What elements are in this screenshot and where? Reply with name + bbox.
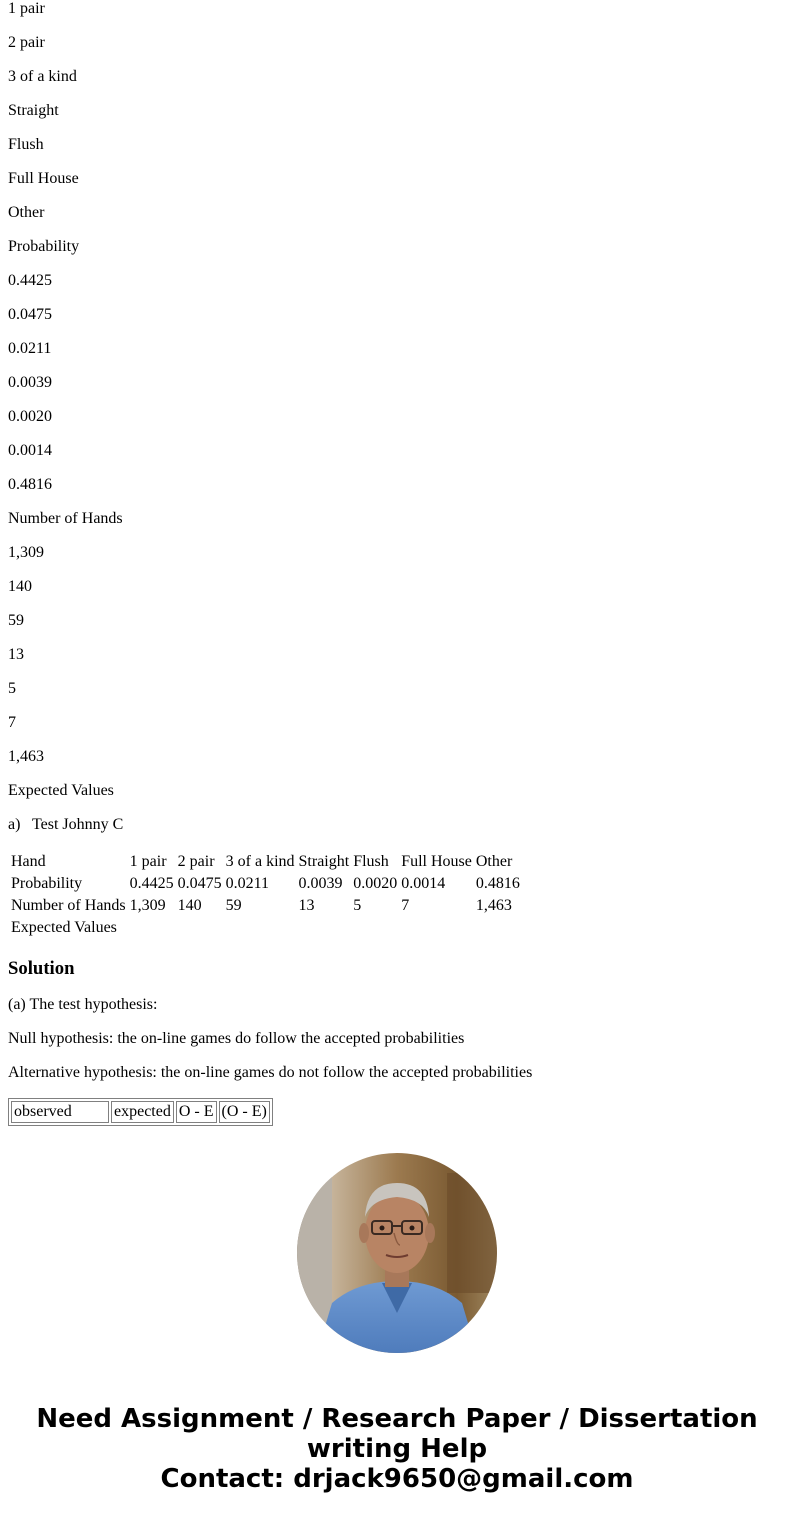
- number-item: 7: [8, 714, 16, 731]
- table-cell: Other: [475, 853, 513, 870]
- table-cell: [225, 918, 296, 938]
- table-cell: 2 pair: [177, 853, 215, 870]
- table-cell: 0.4816: [475, 875, 520, 892]
- table-cell: 13: [298, 897, 315, 914]
- table-row: [10, 918, 521, 938]
- table-cell: 7: [401, 897, 410, 914]
- table-cell: 140: [177, 897, 202, 914]
- table-cell: 0.0039: [298, 875, 343, 892]
- table-cell: [475, 918, 521, 938]
- table-cell: Flush: [353, 853, 389, 870]
- numbers-list: [8, 544, 786, 766]
- table-cell: [298, 918, 351, 938]
- table-cell: 1,309: [129, 897, 166, 914]
- table-cell: 1,463: [475, 897, 512, 914]
- promo-banner: [0, 1404, 794, 1494]
- table-cell: 5: [353, 897, 362, 914]
- question-text: Test Johnny C: [32, 816, 124, 833]
- table-row: [10, 852, 521, 872]
- probabilities-list: [8, 272, 786, 494]
- table-cell: [129, 918, 175, 938]
- table-row-header: Hand: [11, 853, 46, 870]
- probability-item: 0.0475: [8, 306, 52, 323]
- table-row-header: Probability: [11, 875, 83, 892]
- table-cell: Full House: [401, 853, 472, 870]
- table-cell: 0.0020: [353, 875, 398, 892]
- frequency-table: [8, 850, 523, 940]
- banner-line: writing Help: [306, 1434, 488, 1464]
- alternative-hypothesis: Alternative hypothesis: the on-line games do not follow the accepted probabilities: [8, 1064, 533, 1081]
- table-header-cell: observed: [11, 1101, 109, 1123]
- table-cell: [352, 918, 398, 938]
- banner-line: Need Assignment / Research Paper / Dissertation: [36, 1404, 758, 1434]
- table-row: [10, 874, 521, 894]
- observed-expected-table: [8, 1098, 273, 1126]
- hand-item: 1 pair: [8, 0, 45, 17]
- probability-item: 0.0020: [8, 408, 52, 425]
- hand-item: Full House: [8, 170, 79, 187]
- hand-item: Other: [8, 204, 45, 221]
- table-cell: Straight: [298, 853, 350, 870]
- number-item: 1,309: [8, 544, 44, 561]
- hands-list: [8, 0, 786, 222]
- table-row-header: Number of Hands: [11, 897, 126, 914]
- table-cell: 3 of a kind: [225, 853, 295, 870]
- hand-item: Straight: [8, 102, 59, 119]
- number-item: 140: [8, 578, 32, 595]
- table-cell: [400, 918, 473, 938]
- probability-item: 0.0014: [8, 442, 52, 459]
- number-heading: Number of Hands: [8, 510, 123, 527]
- number-item: 59: [8, 612, 24, 629]
- table-cell: 0.0211: [225, 875, 270, 892]
- solution-intro: (a) The test hypothesis:: [8, 996, 158, 1013]
- table-row-header: Expected Values: [11, 919, 117, 936]
- table-row: [10, 896, 521, 916]
- number-item: 1,463: [8, 748, 44, 765]
- table-cell: 59: [225, 897, 242, 914]
- author-photo: [297, 1153, 497, 1353]
- author-photo-image: [297, 1153, 497, 1353]
- banner-contact: Contact: drjack9650@gmail.com: [160, 1464, 634, 1494]
- question-label: a): [8, 816, 21, 833]
- table-cell: 0.0475: [177, 875, 222, 892]
- frequency-table-body: [10, 852, 521, 938]
- null-hypothesis: Null hypothesis: the on-line games do follow the accepted probabilities: [8, 1030, 465, 1047]
- hand-item: 3 of a kind: [8, 68, 77, 85]
- table-header-cell: (O - E): [219, 1101, 270, 1123]
- table-header-cell: expected: [111, 1101, 174, 1123]
- table-cell: 1 pair: [129, 853, 167, 870]
- probability-heading: Probability: [8, 238, 80, 255]
- solution-heading: Solution: [8, 958, 75, 979]
- probability-item: 0.0039: [8, 374, 52, 391]
- question-line: [8, 816, 786, 834]
- table-cell: 0.0014: [401, 875, 446, 892]
- table-cell: [177, 918, 223, 938]
- probability-item: 0.0211: [8, 340, 52, 357]
- document-body: [8, 0, 786, 1126]
- probability-item: 0.4816: [8, 476, 52, 493]
- hand-item: Flush: [8, 136, 44, 153]
- expected-heading: Expected Values: [8, 782, 114, 799]
- table-header-cell: O - E: [176, 1101, 217, 1123]
- table-row: [11, 1101, 270, 1123]
- table-cell: 0.4425: [129, 875, 174, 892]
- number-item: 13: [8, 646, 24, 663]
- hand-item: 2 pair: [8, 34, 45, 51]
- number-item: 5: [8, 680, 16, 697]
- probability-item: 0.4425: [8, 272, 52, 289]
